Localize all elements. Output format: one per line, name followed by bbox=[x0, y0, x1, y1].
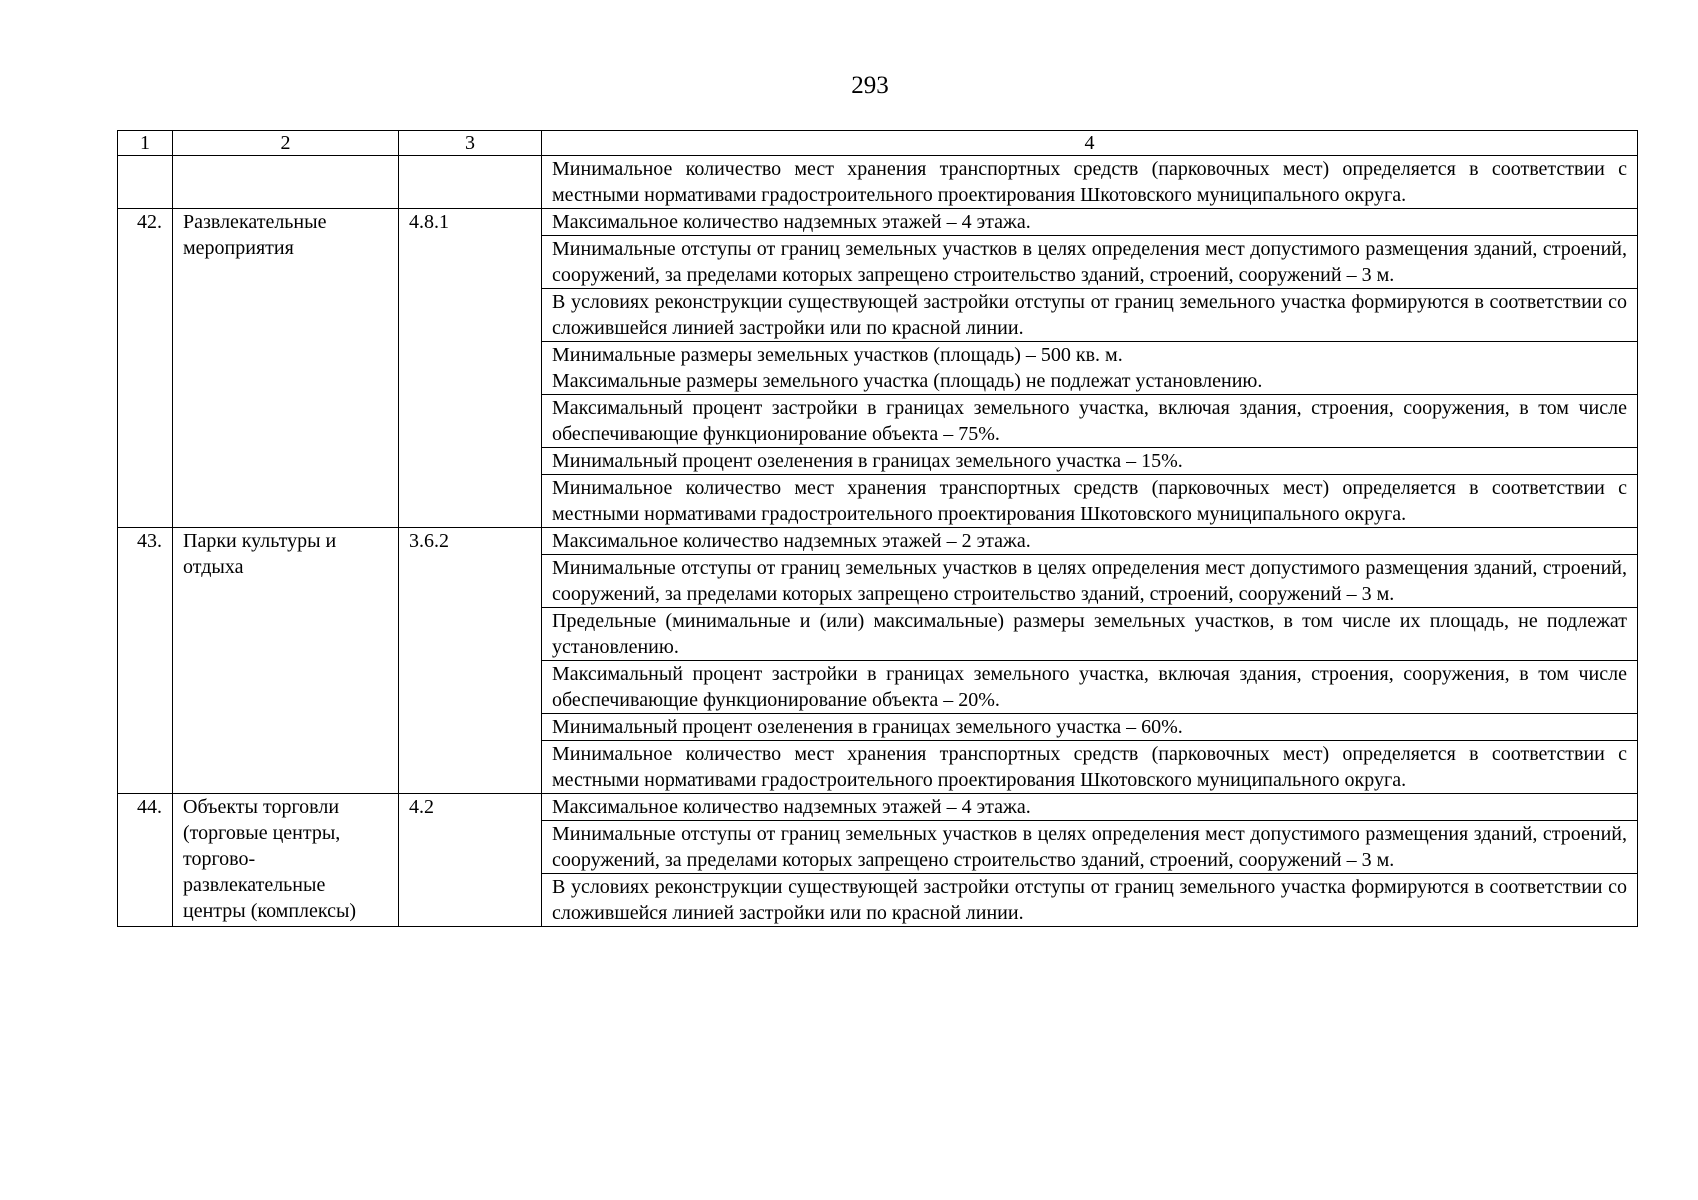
table-header-row bbox=[118, 131, 1638, 156]
row-number: 42. bbox=[118, 209, 173, 528]
empty-cell bbox=[399, 156, 542, 209]
param-cell bbox=[542, 342, 1638, 395]
row-number: 43. bbox=[118, 528, 173, 794]
param-cell: Максимальный процент застройки в границах земельного участка, включая здания, строения, сооружения, в том числе обеспечивающие функционирование объекта – 20%. bbox=[542, 661, 1638, 714]
param-line: Максимальные размеры земельного участка (площадь) не подлежат установлению. bbox=[552, 370, 1263, 392]
param-cell: В условиях реконструкции существующей застройки отступы от границ земельного участка формируются в соответствии со сложившейся линией застройки или по красной линии. bbox=[542, 289, 1638, 342]
param-cell: Максимальное количество надземных этажей – 4 этажа. bbox=[542, 209, 1638, 236]
row-number: 44. bbox=[118, 794, 173, 927]
header-col-2: 2 bbox=[173, 131, 399, 156]
param-cell: Минимальный процент озеленения в границах земельного участка – 60%. bbox=[542, 714, 1638, 741]
land-use-code: 4.8.1 bbox=[399, 209, 542, 528]
param-cell: Минимальное количество мест хранения транспортных средств (парковочных мест) определяется в соответствии с местными нормативами градостроительного проектирования Шкотовского муниципального округа. bbox=[542, 741, 1638, 794]
param-line: Минимальные размеры земельных участков (площадь) – 500 кв. м. bbox=[552, 344, 1123, 366]
regulations-table bbox=[117, 130, 1638, 927]
param-cell: Минимальные отступы от границ земельных участков в целях определения мест допустимого размещения зданий, строений, сооружений, за пределами которых запрещено строительство зданий, строений, сооружений – 3 м. bbox=[542, 236, 1638, 289]
param-cell: Предельные (минимальные и (или) максимальные) размеры земельных участков, в том числе их площадь, не подлежат установлению. bbox=[542, 608, 1638, 661]
param-cell: Максимальный процент застройки в границах земельного участка, включая здания, строения, сооружения, в том числе обеспечивающие функционирование объекта – 75%. bbox=[542, 395, 1638, 448]
land-use-code: 4.2 bbox=[399, 794, 542, 927]
param-cell: Максимальное количество надземных этажей – 2 этажа. bbox=[542, 528, 1638, 555]
param-cell: В условиях реконструкции существующей застройки отступы от границ земельного участка формируются в соответствии со сложившейся линией застройки или по красной линии. bbox=[542, 874, 1638, 927]
empty-cell bbox=[118, 156, 173, 209]
land-use-name: Парки культуры и отдыха bbox=[173, 528, 399, 794]
header-col-1: 1 bbox=[118, 131, 173, 156]
header-col-4: 4 bbox=[542, 131, 1638, 156]
table-row bbox=[118, 209, 1638, 236]
param-cell: Минимальные отступы от границ земельных участков в целях определения мест допустимого размещения зданий, строений, сооружений, за пределами которых запрещено строительство зданий, строений, сооружений – 3 м. bbox=[542, 555, 1638, 608]
continuation-row bbox=[118, 156, 1638, 209]
land-use-code: 3.6.2 bbox=[399, 528, 542, 794]
table-row bbox=[118, 794, 1638, 821]
land-use-name: Развлекательные мероприятия bbox=[173, 209, 399, 528]
land-use-name: Объекты торговли (торговые центры, торгово-развлекательные центры (комплексы) bbox=[173, 794, 399, 927]
param-cell: Минимальные отступы от границ земельных участков в целях определения мест допустимого размещения зданий, строений, сооружений, за пределами которых запрещено строительство зданий, строений, сооружений – 3 м. bbox=[542, 821, 1638, 874]
param-cell: Минимальное количество мест хранения транспортных средств (парковочных мест) определяется в соответствии с местными нормативами градостроительного проектирования Шкотовского муниципального округа. bbox=[542, 156, 1638, 209]
page-number: 293 bbox=[851, 72, 889, 99]
param-cell: Минимальное количество мест хранения транспортных средств (парковочных мест) определяется в соответствии с местными нормативами градостроительного проектирования Шкотовского муниципального округа. bbox=[542, 475, 1638, 528]
empty-cell bbox=[173, 156, 399, 209]
table-row bbox=[118, 528, 1638, 555]
header-col-3: 3 bbox=[399, 131, 542, 156]
param-cell: Минимальный процент озеленения в границах земельного участка – 15%. bbox=[542, 448, 1638, 475]
param-cell: Максимальное количество надземных этажей – 4 этажа. bbox=[542, 794, 1638, 821]
